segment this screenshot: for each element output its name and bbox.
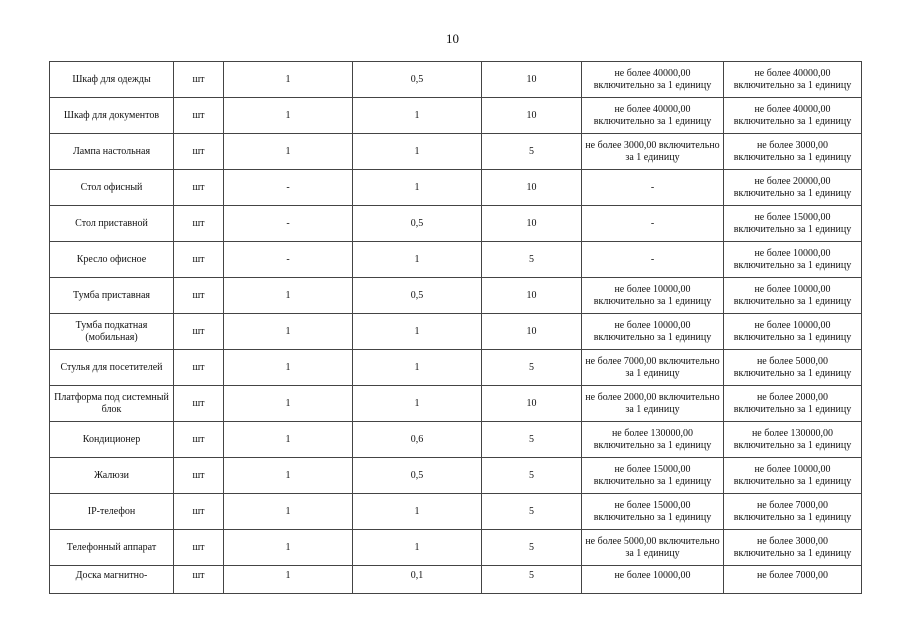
table-row [50,566,862,594]
table-row [50,206,862,242]
price-limit-cell: не более 3000,00 включительно за 1 единицу [724,530,862,566]
service-life-cell: 10 [482,206,582,242]
table-row [50,350,862,386]
table-row [50,314,862,350]
price-limit-cell: не более 10000,00 включительно за 1 единицу [582,278,724,314]
item-name-cell: Стол приставной [50,206,174,242]
quantity-cell: 1 [224,278,353,314]
price-limit-cell: не более 5000,00 включительно за 1 единицу [582,530,724,566]
quantity-cell: 1 [353,494,482,530]
quantity-cell: 0,6 [353,422,482,458]
table-row [50,530,862,566]
item-name-cell: Шкаф для документов [50,98,174,134]
item-name-cell: Телефонный аппарат [50,530,174,566]
quantity-cell: 1 [353,350,482,386]
service-life-cell: 5 [482,350,582,386]
quantity-cell: 1 [353,134,482,170]
item-name-cell: Платформа под системный блок [50,386,174,422]
unit-cell: шт [174,206,224,242]
item-name-cell: Жалюзи [50,458,174,494]
item-name-cell: Тумба подкатная (мобильная) [50,314,174,350]
price-limit-cell: не более 15000,00 включительно за 1 единицу [724,206,862,242]
price-limit-cell: не более 10000,00 включительно за 1 единицу [724,458,862,494]
service-life-cell: 10 [482,62,582,98]
price-limit-cell: - [582,170,724,206]
price-limit-cell: - [582,242,724,278]
quantity-cell: 0,5 [353,458,482,494]
table-row [50,134,862,170]
unit-cell: шт [174,566,224,594]
service-life-cell: 10 [482,278,582,314]
quantity-cell: 1 [224,566,353,594]
price-limit-cell: - [582,206,724,242]
table-row [50,98,862,134]
price-limit-cell: не более 15000,00 включительно за 1 единицу [582,494,724,530]
quantity-cell: 0,5 [353,62,482,98]
table-row [50,242,862,278]
unit-cell: шт [174,278,224,314]
price-limit-cell: не более 15000,00 включительно за 1 единицу [582,458,724,494]
price-limit-cell: не более 20000,00 включительно за 1 единицу [724,170,862,206]
price-limit-cell: не более 2000,00 включительно за 1 единицу [724,386,862,422]
quantity-cell: 1 [353,170,482,206]
item-name-cell: Тумба приставная [50,278,174,314]
quantity-cell: 1 [224,134,353,170]
item-name-cell: Стулья для посетителей [50,350,174,386]
quantity-cell: - [224,242,353,278]
unit-cell: шт [174,242,224,278]
quantity-cell: 1 [353,242,482,278]
table-row [50,170,862,206]
service-life-cell: 5 [482,242,582,278]
price-limit-cell: не более 7000,00 [724,566,862,594]
table-row [50,422,862,458]
item-name-cell: Доска магнитно- [50,566,174,594]
table-row [50,494,862,530]
price-limit-cell: не более 7000,00 включительно за 1 единицу [582,350,724,386]
price-limit-cell: не более 40000,00 включительно за 1 единицу [724,98,862,134]
price-limit-cell: не более 2000,00 включительно за 1 единицу [582,386,724,422]
service-life-cell: 10 [482,170,582,206]
service-life-cell: 10 [482,98,582,134]
item-name-cell: Кресло офисное [50,242,174,278]
unit-cell: шт [174,134,224,170]
service-life-cell: 5 [482,494,582,530]
quantity-cell: 1 [224,62,353,98]
quantity-cell: 1 [224,386,353,422]
quantity-cell: 0,5 [353,206,482,242]
unit-cell: шт [174,98,224,134]
unit-cell: шт [174,350,224,386]
quantity-cell: 1 [224,458,353,494]
furniture-norms-table [49,61,862,594]
price-limit-cell: не более 3000,00 включительно за 1 единицу [582,134,724,170]
unit-cell: шт [174,170,224,206]
price-limit-cell: не более 40000,00 включительно за 1 единицу [582,62,724,98]
service-life-cell: 5 [482,422,582,458]
price-limit-cell: не более 10000,00 включительно за 1 единицу [724,242,862,278]
price-limit-cell: не более 7000,00 включительно за 1 единицу [724,494,862,530]
price-limit-cell: не более 40000,00 включительно за 1 единицу [582,98,724,134]
unit-cell: шт [174,386,224,422]
quantity-cell: 1 [224,530,353,566]
quantity-cell: 0,1 [353,566,482,594]
quantity-cell: 1 [353,386,482,422]
price-limit-cell: не более 10000,00 включительно за 1 единицу [724,314,862,350]
price-limit-cell: не более 40000,00 включительно за 1 единицу [724,62,862,98]
item-name-cell: Лампа настольная [50,134,174,170]
item-name-cell: Кондиционер [50,422,174,458]
quantity-cell: 1 [224,314,353,350]
price-limit-cell: не более 10000,00 включительно за 1 единицу [724,278,862,314]
quantity-cell: 1 [353,98,482,134]
quantity-cell: - [224,170,353,206]
item-name-cell: IP-телефон [50,494,174,530]
table-row [50,386,862,422]
table-body [50,62,862,594]
price-limit-cell: не более 3000,00 включительно за 1 единицу [724,134,862,170]
unit-cell: шт [174,494,224,530]
service-life-cell: 5 [482,134,582,170]
service-life-cell: 5 [482,530,582,566]
price-limit-cell: не более 10000,00 включительно за 1 единицу [582,314,724,350]
price-limit-cell: не более 5000,00 включительно за 1 единицу [724,350,862,386]
item-name-cell: Стол офисный [50,170,174,206]
quantity-cell: 1 [353,530,482,566]
service-life-cell: 5 [482,458,582,494]
quantity-cell: 1 [224,98,353,134]
unit-cell: шт [174,458,224,494]
service-life-cell: 5 [482,566,582,594]
quantity-cell: - [224,206,353,242]
page-number: 10 [446,31,459,46]
service-life-cell: 10 [482,314,582,350]
quantity-cell: 1 [353,314,482,350]
unit-cell: шт [174,314,224,350]
table-row [50,62,862,98]
unit-cell: шт [174,530,224,566]
table-row [50,458,862,494]
unit-cell: шт [174,62,224,98]
price-limit-cell: не более 10000,00 [582,566,724,594]
price-limit-cell: не более 130000,00 включительно за 1 единицу [582,422,724,458]
quantity-cell: 0,5 [353,278,482,314]
item-name-cell: Шкаф для одежды [50,62,174,98]
service-life-cell: 10 [482,386,582,422]
quantity-cell: 1 [224,494,353,530]
unit-cell: шт [174,422,224,458]
price-limit-cell: не более 130000,00 включительно за 1 единицу [724,422,862,458]
table-row [50,278,862,314]
quantity-cell: 1 [224,422,353,458]
quantity-cell: 1 [224,350,353,386]
